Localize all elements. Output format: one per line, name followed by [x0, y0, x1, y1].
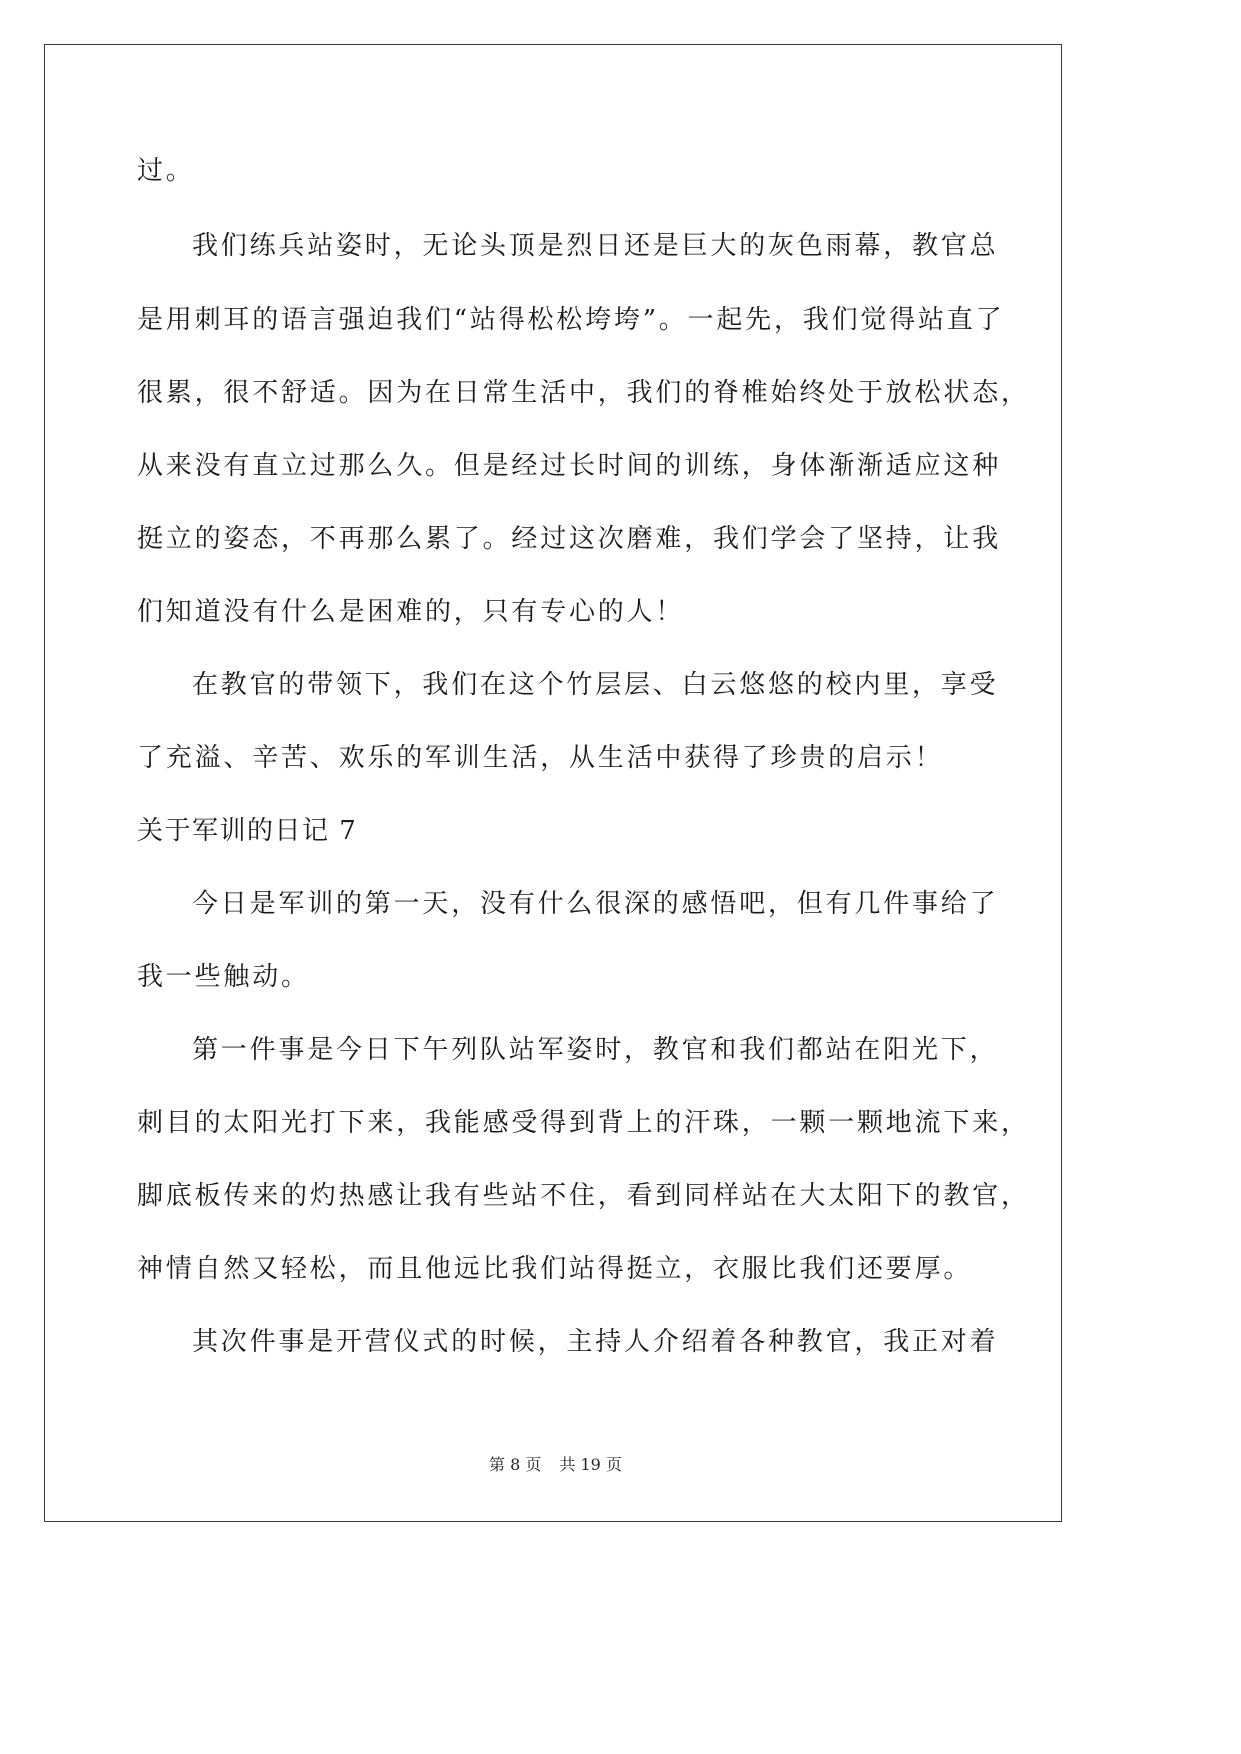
text-line: 神情自然又轻松，而且他远比我们站得挺立，衣服比我们还要厚。 — [137, 1254, 973, 1284]
text-line: 刺目的太阳光打下来，我能感受得到背上的汗珠，一颗一颗地流下来， — [137, 1108, 1030, 1138]
text-line: 从来没有直立过那么久。但是经过长时间的训练，身体渐渐适应这种 — [137, 451, 1002, 481]
paragraph-start-line: 我们练兵站姿时，无论头顶是烈日还是巨大的灰色雨幕，教官总 — [192, 231, 999, 261]
text-line: 很累，很不舒适。因为在日常生活中，我们的脊椎始终处于放松状态， — [137, 378, 1030, 408]
paragraph-start-line: 今日是军训的第一天，没有什么很深的感悟吧，但有几件事给了 — [192, 889, 999, 919]
paragraph-start-line: 其次件事是开营仪式的时候，主持人介绍着各种教官，我正对着 — [192, 1327, 999, 1357]
text-line: 们知道没有什么是困难的，只有专心的人！ — [137, 597, 685, 627]
text-line: 挺立的姿态，不再那么累了。经过这次磨难，我们学会了坚持，让我 — [137, 524, 1002, 554]
section-title: 关于军训的日记 7 — [137, 816, 358, 846]
paragraph-start-line: 第一件事是今日下午列队站军姿时，教官和我们都站在阳光下， — [192, 1035, 999, 1065]
text-line: 我一些触动。 — [137, 962, 310, 992]
text-line: 脚底板传来的灼热感让我有些站不住，看到同样站在大太阳下的教官， — [137, 1181, 1030, 1211]
text-line: 是用刺耳的语言强迫我们“站得松松垮垮”。一起先，我们觉得站直了 — [137, 305, 1005, 335]
page-border — [44, 44, 1062, 1522]
page-total: 共 19 页 — [559, 1455, 622, 1474]
paragraph-start-line: 在教官的带领下，我们在这个竹层层、白云悠悠的校内里，享受 — [192, 670, 999, 700]
page-footer — [0, 1455, 1111, 1475]
page-number: 第 8 页 — [489, 1455, 542, 1474]
text-line: 了充溢、辛苦、欢乐的军训生活，从生活中获得了珍贵的启示！ — [137, 743, 944, 773]
text-line: 过。 — [137, 156, 195, 186]
